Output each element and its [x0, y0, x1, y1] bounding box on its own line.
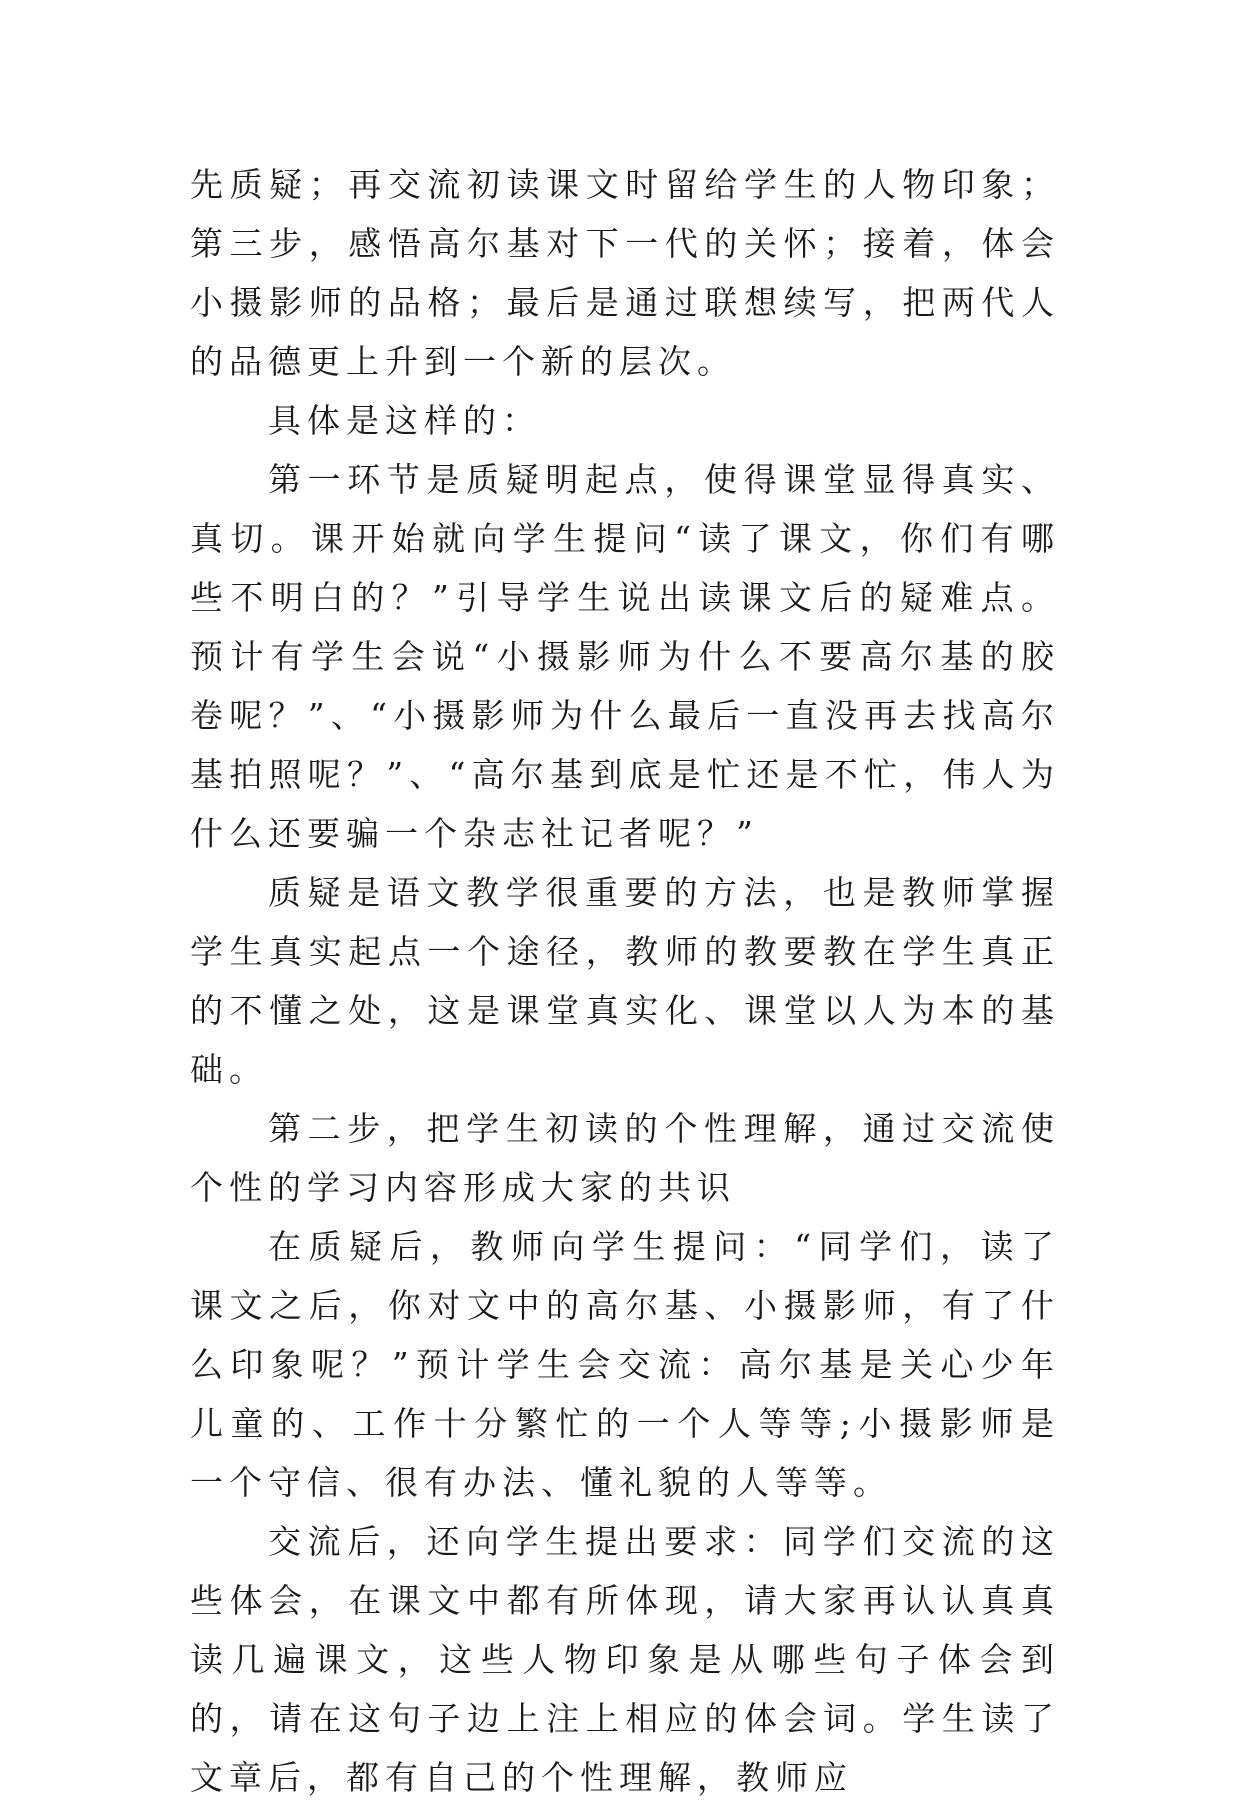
paragraph-questioning: 质疑是语文教学很重要的方法，也是教师掌握学生真实起点一个途径，教师的教要教在学生真正的不懂之处，这是课堂真实化、课堂以人为本的基础。 — [190, 873, 1060, 1089]
paragraph-step-two: 第二步，把学生初读的个性理解，通过交流使个性的学习内容形成大家的共识 — [190, 1109, 1060, 1207]
paragraph-step-one: 第一环节是质疑明起点，使得课堂显得真实、真切。课开始就向学生提问“读了课文，你们有哪些不明白的？”引导学生说出读课文后的疑难点。预计有学生会说“小摄影师为什么不要高尔基的胶卷呢？”、“小摄影师为什么最后一直没再去找高尔基拍照呢？”、“高尔基到底是忙还是不忙，伟人为什么还要骗一个杂志社记者呢？” — [190, 460, 1060, 853]
paragraph-after-exchange: 交流后，还向学生提出要求：同学们交流的这些体会，在课文中都有所体现，请大家再认认真真读几遍课文，这些人物印象是从哪些句子体会到的，请在这句子边上注上相应的体会词。学生读了文章后，都有自己的个性理解，教师应 — [190, 1522, 1060, 1797]
document-body — [190, 155, 1060, 1807]
paragraph-continuation: 先质疑；再交流初读课文时留给学生的人物印象；第三步，感悟高尔基对下一代的关怀；接着，体会小摄影师的品格；最后是通过联想续写，把两代人的品德更上升到一个新的层次。 — [190, 165, 1060, 381]
paragraph-after-questioning: 在质疑后，教师向学生提问：“同学们，读了课文之后，你对文中的高尔基、小摄影师，有了什么印象呢？”预计学生会交流：高尔基是关心少年儿童的、工作十分繁忙的一个人等等;小摄影师是一个守信、很有办法、懂礼貌的人等等。 — [190, 1227, 1060, 1502]
paragraph-intro: 具体是这样的： — [268, 401, 541, 440]
